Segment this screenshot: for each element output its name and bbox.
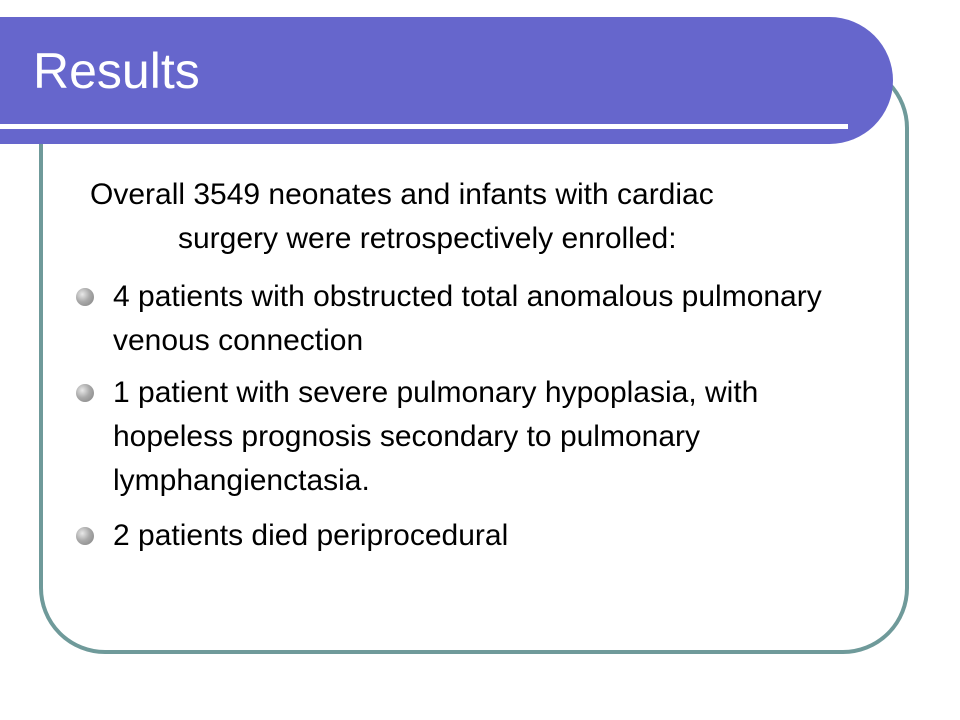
bullet-item — [113, 514, 873, 558]
bullet-icon — [76, 384, 94, 402]
bullet-icon — [76, 527, 94, 545]
bullet-text: 1 patient with severe pulmonary hypoplasia, with hopeless prognosis secondary to pulmonary lymphangienctasia. — [113, 376, 759, 497]
bullet-icon — [76, 288, 94, 306]
bullet-item — [113, 371, 873, 503]
slide-title: Results — [33, 43, 200, 99]
intro-paragraph — [90, 173, 880, 261]
bullet-text: 2 patients died periprocedural — [113, 519, 509, 552]
bullet-text: 4 patients with obstructed total anomalous pulmonary venous connection — [113, 280, 822, 357]
intro-line-1: Overall 3549 neonates and infants with cardiac — [90, 178, 714, 211]
intro-line-2: surgery were retrospectively enrolled: — [178, 222, 677, 255]
bullet-item — [113, 275, 873, 363]
